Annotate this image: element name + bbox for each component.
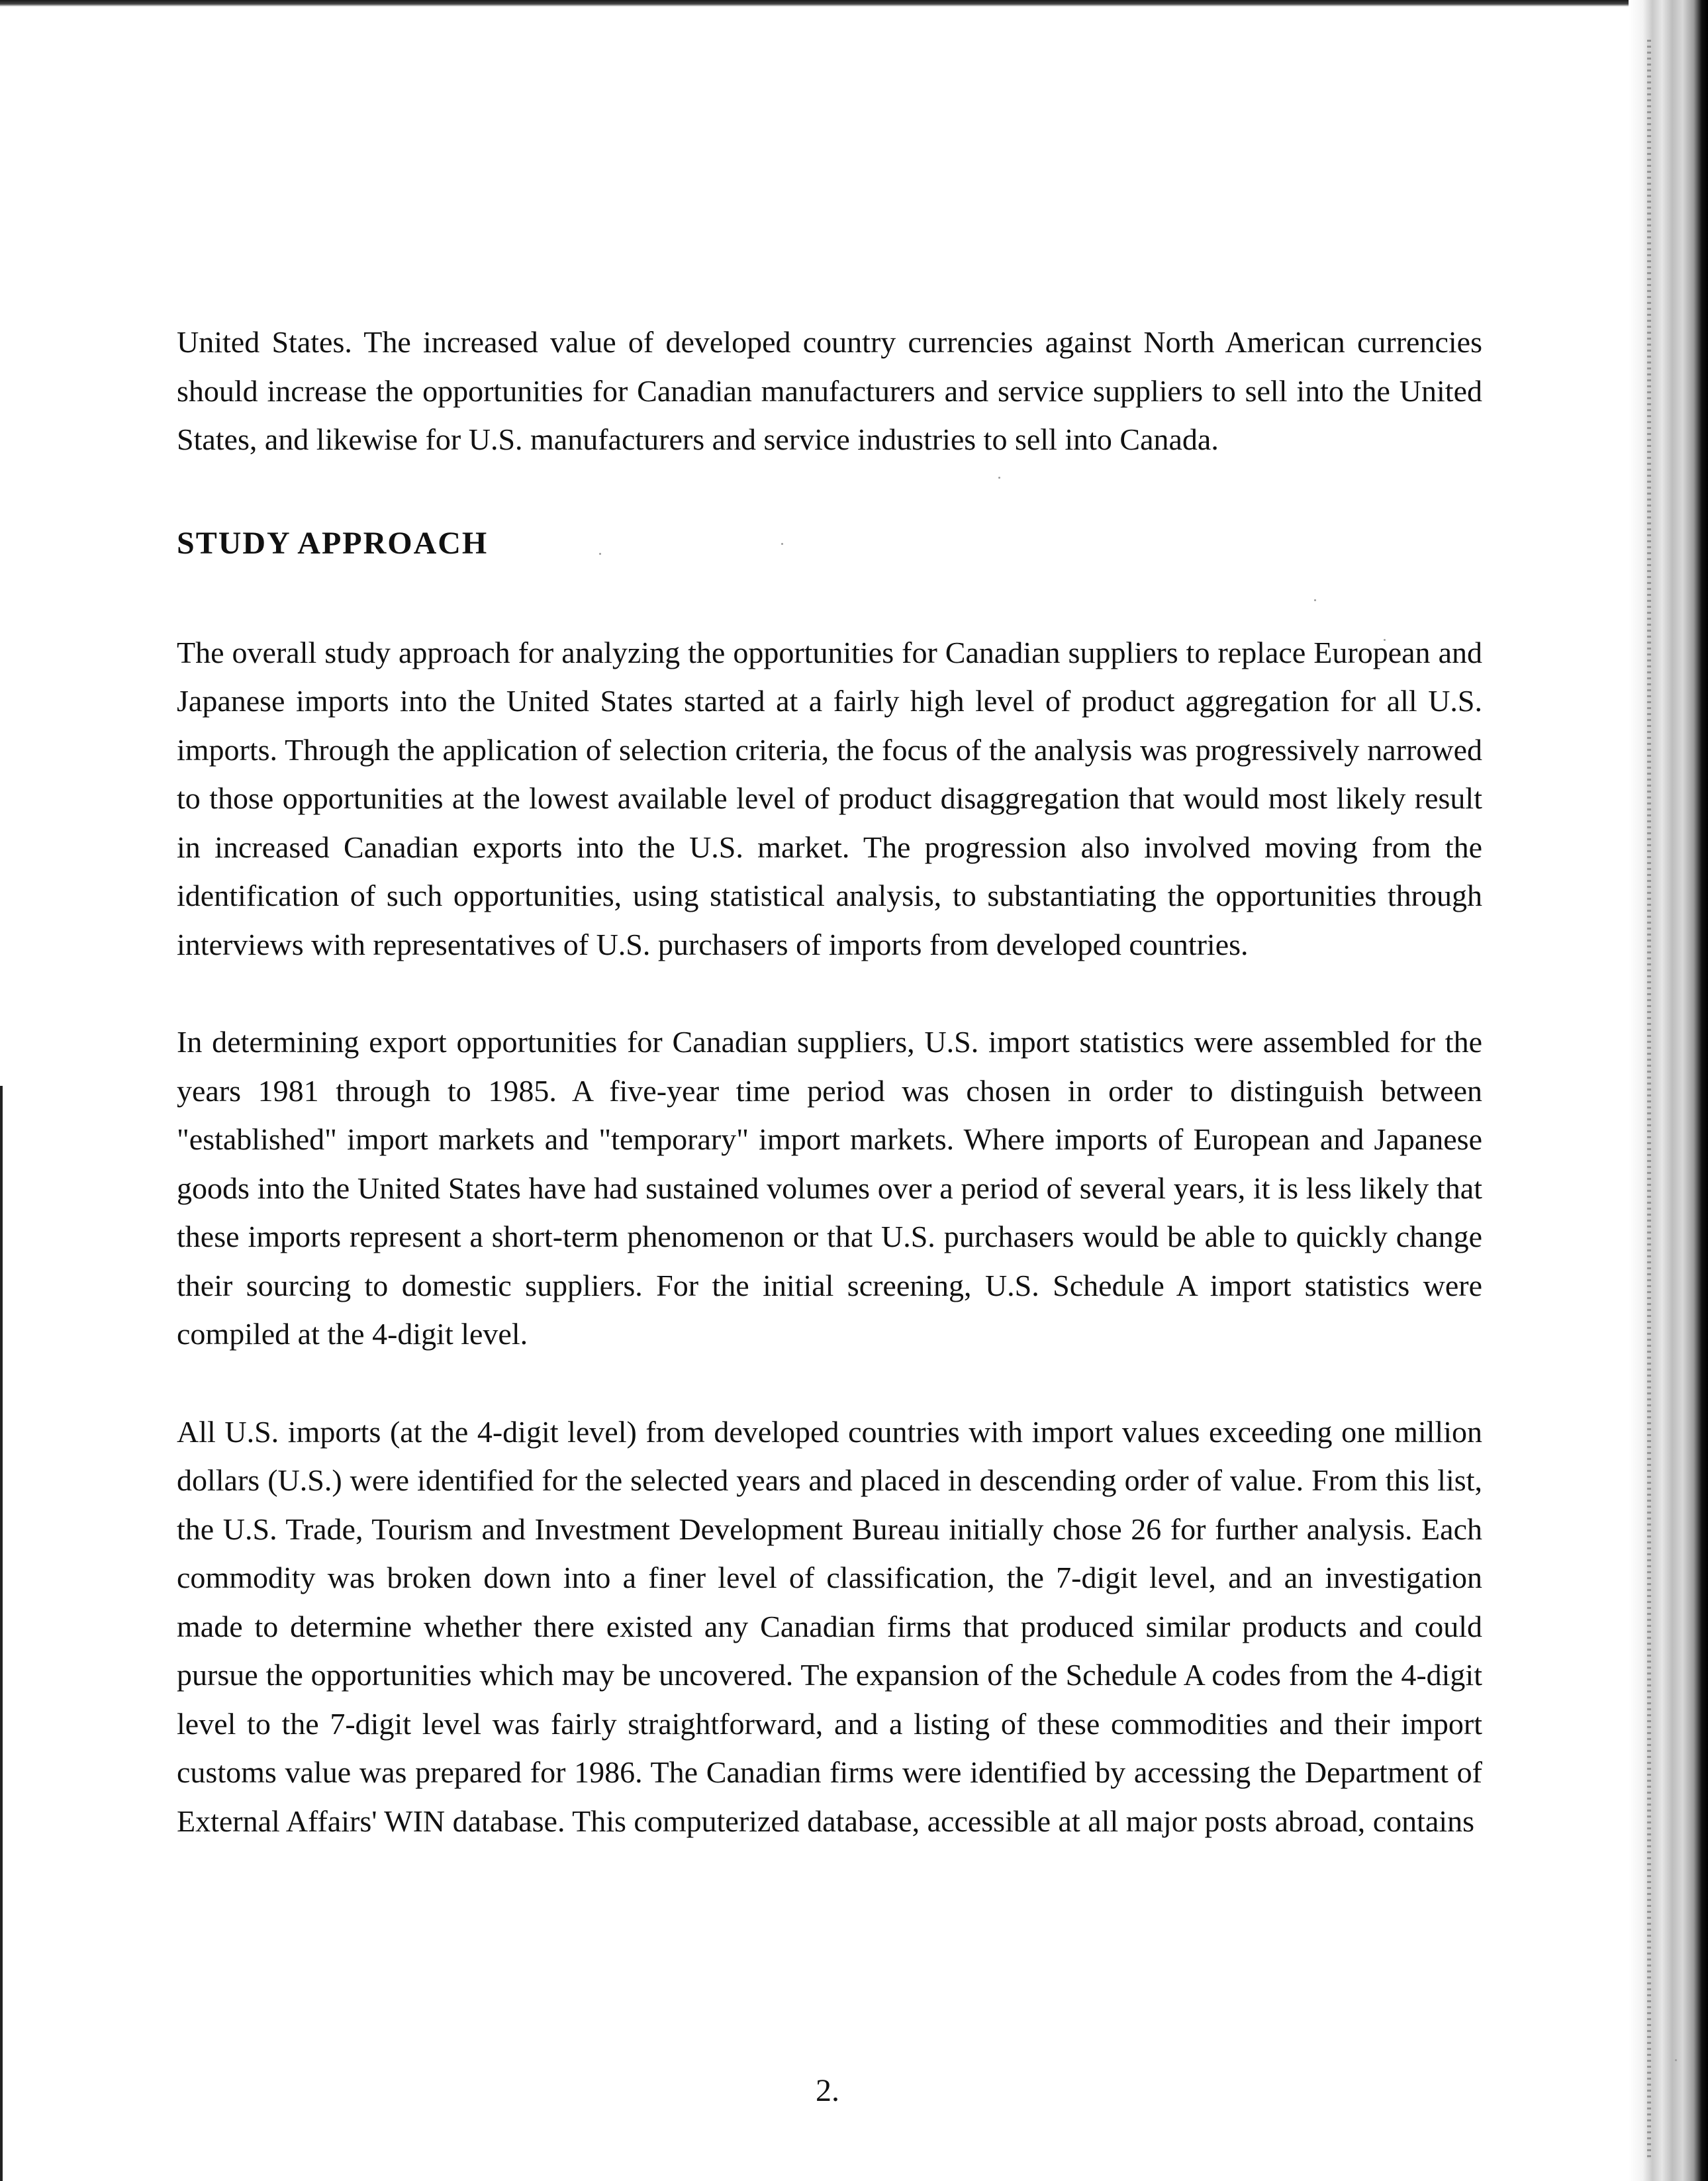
scan-top-edge	[0, 0, 1708, 7]
paragraph-study-approach: The overall study approach for analyzing the opportunities for Canadian suppliers to replace European and Japanese imports into the United States started at a fairly high level of product aggregation for all U.S. imports. Through the application of selection criteria, the focus of the analysis was progressively narrowed to those opportunities at the lowest available level of product disaggregation that would most likely result in increased Canadian exports into the U.S. market. The progression also involved moving from the identification of such opportunities, using statistical analysis, to substantiating the opportunities through interviews with representatives of U.S. purchasers of imports from developed countries.	[177, 635, 1482, 961]
document-body	[177, 318, 1482, 1845]
scan-right-edge	[1629, 0, 1708, 2181]
page-number: 2.	[816, 2073, 839, 2108]
section-heading: STUDY APPROACH	[177, 525, 489, 561]
paragraph-export-opportunities: In determining export opportunities for Canadian suppliers, U.S. import statistics were assembled for the years 1981 through to 1985. A five-year time period was chosen in order to distinguish between "established" import markets and "temporary" import markets. Where imports of European and Japanese goods into the United States have had sustained volumes over a period of several years, it is less likely that these imports represent a short-term phenomenon or that U.S. purchasers would be able to quickly change their sourcing to domestic suppliers. For the initial screening, U.S. Schedule A import statistics were compiled at the 4-digit level.	[177, 1025, 1482, 1351]
scan-left-edge	[0, 1086, 3, 2181]
paragraph-us-imports: All U.S. imports (at the 4-digit level) from developed countries with import values exceeding one million dollars (U.S.) were identified for the selected years and placed in descending order of value. From this list, the U.S. Trade, Tourism and Investment Development Bureau initially chose 26 for further analysis. Each commodity was broken down into a finer level of classification, the 7-digit level, and an investigation made to determine whether there existed any Canadian firms that produced similar products and could pursue the opportunities which may be uncovered. The expansion of the Schedule A codes from the 4-digit level to the 7-digit level was fairly straightforward, and a listing of these commodities and their import customs value was prepared for 1986. The Canadian firms were identified by accessing the Department of External Affairs' WIN database. This computerized database, accessible at all major posts abroad, contains	[177, 1414, 1482, 1838]
intro-paragraph: United States. The increased value of developed country currencies against North American currencies should increase the opportunities for Canadian manufacturers and service suppliers to sell into the United States, and likewise for U.S. manufacturers and service industries to sell into Canada.	[177, 325, 1482, 456]
scan-speck	[1675, 2059, 1677, 2061]
